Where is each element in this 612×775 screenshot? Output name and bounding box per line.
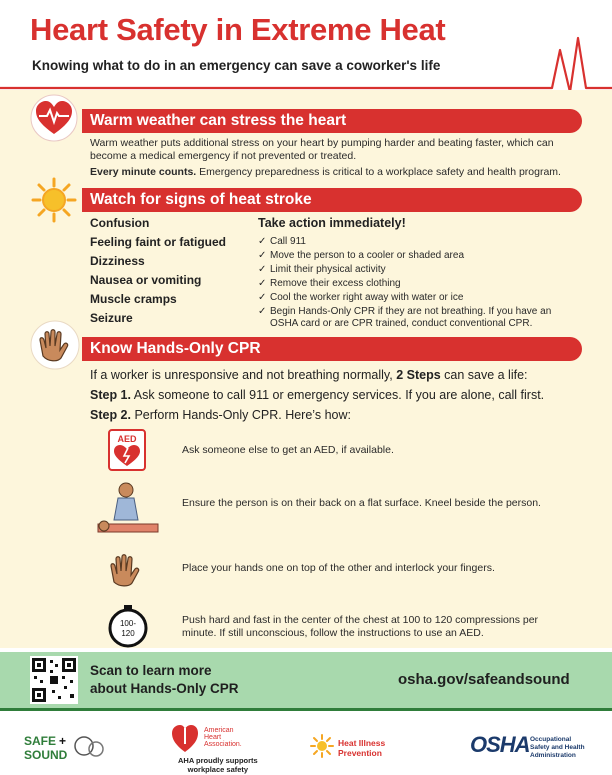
sign-item: Dizziness [90,254,145,268]
interlocked-hands-icon [104,546,150,597]
action-title: Take action immediately! [258,216,406,230]
section-heading-warm-weather: Warm weather can stress the heart [82,109,582,133]
heat-illness-sun-icon [310,734,334,763]
stopwatch-icon [106,604,150,653]
osha-url-link[interactable]: osha.gov/safeandsound [398,671,570,688]
aha-tagline: AHA proudly supports workplace safety [178,756,258,774]
sign-item: Nausea or vomiting [90,273,202,287]
action-item: ✓ Begin Hands-Only CPR if they are not breathing. If you have an OSHA card or are CPR trained, conduct conventional CPR. [258,306,552,329]
check-icon: ✓ [258,236,267,247]
heat-illness-text: Heat Illness Prevention [338,738,386,758]
check-icon: ✓ [258,292,267,303]
svg-text:SAFE: SAFE [24,734,57,748]
scan-text: Scan to learn more about Hands-Only CPR [90,663,239,696]
cpr-intro: If a worker is unresponsive and not breathing normally, 2 Steps can save a life: [90,368,528,382]
action-item: ✓ Remove their excess clothing [258,278,401,289]
cpr-step-text: Push hard and fast in the center of the chest at 100 to 120 compressions per minute. If still unconscious, follow the instructions to use an AED. [182,614,539,639]
hands-icon [30,320,80,375]
aha-name: American Heart Association. [204,727,242,748]
person-kneeling-icon [96,480,160,543]
header [0,0,612,88]
heartbeat-line-icon [0,30,612,92]
section-heading-heat-stroke: Watch for signs of heat stroke [82,188,582,212]
cpr-step-text: Place your hands one on top of the other and interlock your fingers. [182,562,495,574]
cpr-step-1: Step 1. Ask someone to call 911 or emergency services. If you are alone, call first. [90,388,545,402]
page-title: Heart Safety in Extreme Heat [30,12,446,47]
action-item: ✓ Move the person to a cooler or shaded area [258,250,465,261]
qr-code[interactable] [30,656,78,704]
every-minute-rest: Emergency preparedness is critical to a workplace safety and health program. [196,166,561,178]
sign-item: Seizure [90,311,133,325]
svg-text:AED: AED [117,434,137,444]
every-minute-text [90,166,590,179]
svg-text:+: + [59,734,67,748]
aha-logo [170,722,200,759]
sign-item: Confusion [90,216,150,230]
action-item: ✓ Cool the worker right away with water or ice [258,292,464,303]
check-icon: ✓ [258,250,267,261]
svg-text:120: 120 [121,629,135,638]
check-icon: ✓ [258,278,267,289]
cpr-step-2: Step 2. Perform Hands-Only CPR. Here’s how: [90,408,351,422]
aed-icon [100,428,154,477]
osha-full-name: Occupational Safety and Health Administration [530,736,585,759]
sign-item: Feeling faint or fatigued [90,235,227,249]
svg-text:100-: 100- [119,619,137,628]
svg-text:SOUND: SOUND [24,748,68,761]
check-icon: ✓ [258,306,267,317]
check-icon: ✓ [258,264,267,275]
warm-weather-text: Warm weather puts additional stress on your heart by pumping harder and beating faster, which can become a medical emergency if not prevented or treated. [90,137,554,162]
action-item: ✓ Call 911 [258,236,306,247]
heart-pulse-icon [30,94,78,147]
section-heading-cpr: Know Hands-Only CPR [82,337,582,361]
safe-sound-logo [24,733,104,766]
page-subtitle: Knowing what to do in an emergency can save a coworker's life [32,58,441,73]
cpr-step-text: Ask someone else to get an AED, if available. [182,444,394,456]
cpr-step-text: Ensure the person is on their back on a flat surface. Kneel beside the person. [182,497,541,509]
sun-icon [30,176,78,229]
sign-item: Muscle cramps [90,292,177,306]
osha-logo: OSHA [470,732,530,757]
action-item: ✓ Limit their physical activity [258,264,386,275]
every-minute-bold: Every minute counts. [90,166,197,178]
